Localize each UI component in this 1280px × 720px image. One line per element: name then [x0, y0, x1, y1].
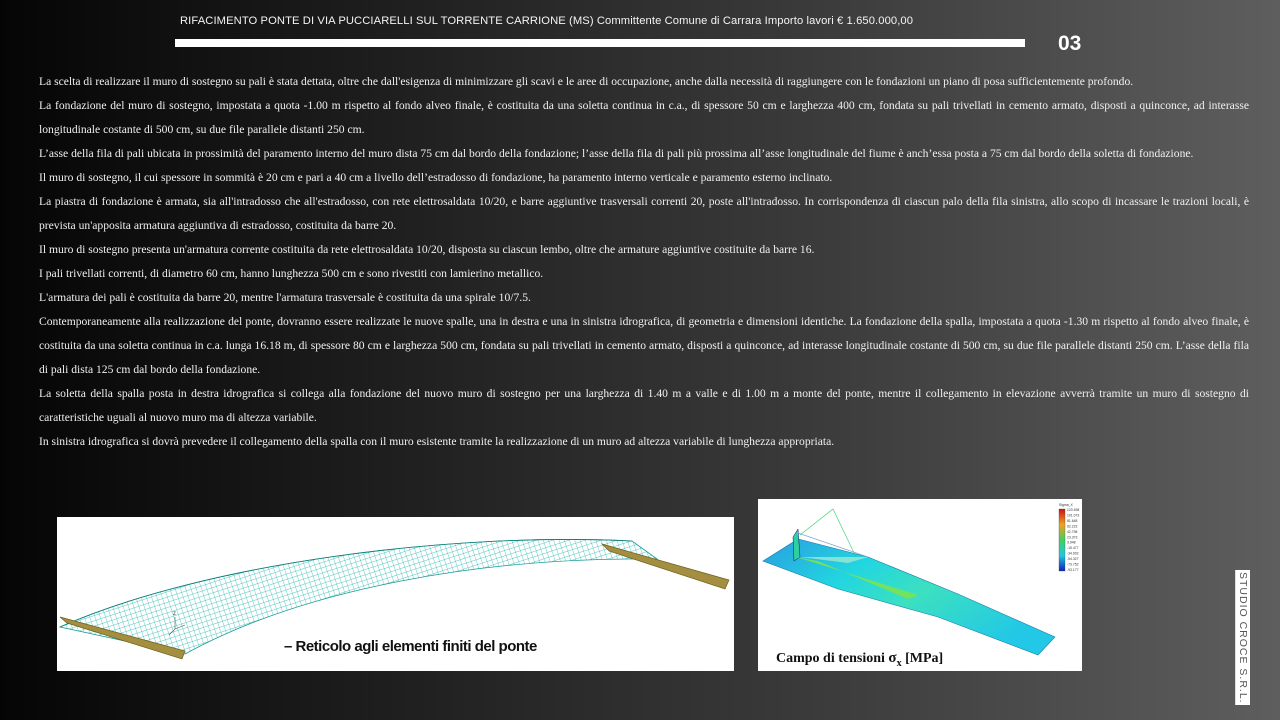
- paragraph-10: La soletta della spalla posta in destra idrografica si collega alla fondazione del nuovo muro di sostegno per una larghezza di 1.40 m a valle e di 1.00 m a monte del ponte, mentre il collegamento in elevazione avverrà tramite un muro di sostegno di caratteristiche uguali al nuovo muro ma di altezza variabile.: [39, 387, 1249, 424]
- paragraph-9: Contemporaneamente alla realizzazione del ponte, dovranno essere realizzate le nuove spalle, una in destra e una in sinistra idrografica, di geometria e dimensioni identiche. La fondazione della spalla, impostata a quota -1.30 m rispetto al fondo alveo finale, è costituita da una soletta continua in c.a. lunga 16.18 m, di spessore 80 cm e larghezza 500 cm, fondata su pali trivellati in cemento armato, disposti a quinconce, ad interasse longitudinale costante di 500 cm, su due file parallele distanti 250 cm. L’asse della fila di pali dista 125 cm dal bordo della fondazione.: [39, 315, 1249, 376]
- legend-tick-label: 101.073: [1067, 513, 1080, 518]
- legend-tick-label: -54.327: [1067, 557, 1079, 562]
- legend-tick-label: 3.948: [1067, 540, 1076, 545]
- stress-field-image: [758, 499, 1082, 671]
- legend-tick-label: -34.902: [1067, 551, 1079, 556]
- sigma-symbol: σ: [888, 650, 897, 666]
- studio-label: STUDIO CROCE S.R.L.: [1237, 572, 1249, 704]
- page-number: 03: [1058, 32, 1082, 55]
- paragraph-3: L’asse della fila di pali ubicata in prossimità del paramento interno del muro dista 75 cm dal bordo della fondazione; l’asse della fila di pali più prossima all’asse longitudinale del fiume è anch’essa posta a 75 cm dal bordo della soletta di fondazione.: [39, 147, 1194, 160]
- stress-field-figure: [758, 499, 1082, 671]
- legend-tick-label: 23.373: [1067, 535, 1078, 540]
- legend-tick-label: -73.752: [1067, 562, 1079, 567]
- fem-mesh-figure: [57, 517, 734, 671]
- svg-text:z: z: [173, 611, 176, 617]
- legend-tick-label: 120.498: [1067, 508, 1080, 512]
- document-title: RIFACIMENTO PONTE DI VIA PUCCIARELLI SUL TORRENTE CARRIONE (MS) Committente Comune di Carrara Importo lavori € 1.650.000,00: [180, 15, 914, 27]
- sigma-subscript: x: [896, 657, 902, 669]
- paragraph-11: In sinistra idrografica si dovrà prevedere il collegamento della spalla con il muro esistente tramite la realizzazione di un muro ad altezza variabile di lunghezza appropriata.: [39, 435, 835, 448]
- stress-caption: [776, 650, 943, 669]
- paragraph-7: I pali trivellati correnti, di diametro 60 cm, hanno lunghezza 500 cm e sono rivestiti con lamierino metallico.: [39, 267, 544, 280]
- legend-tick-label: -93.177: [1067, 568, 1079, 572]
- paragraph-6: Il muro di sostegno presenta un'armatura corrente costituita da rete elettrosaldata 10/20, disposta su ciascun lembo, oltre che armature aggiuntive costituite da barre 16.: [39, 243, 815, 256]
- paragraph-2: La fondazione del muro di sostegno, impostata a quota -1.00 m rispetto al fondo alveo finale, è costituita da una soletta continua in c.a., di spessore 50 cm e larghezza 400 cm, fondata su pali trivellati in cemento armato, disposti a quinconce, ad interasse longitudinale costante di 500 cm, su due file parallele distanti 250 cm.: [39, 99, 1249, 136]
- studio-sidebar: [1235, 570, 1250, 705]
- paragraph-5: La piastra di fondazione è armata, sia all'intradosso che all'estradosso, con rete elettrosaldata 10/20, e barre aggiuntive trasversali correnti 20, poste all'intradosso. In corrispondenza di ciascun palo della fila sinistra, allo scopo di incassare le trazioni locali, è prevista un'apposita armatura aggiuntiva di estradosso, costituita da barre 20.: [39, 195, 1249, 232]
- stress-caption-prefix: Campo di tensioni: [776, 651, 889, 666]
- legend-tick-label: 42.798: [1067, 529, 1078, 534]
- paragraph-4: Il muro di sostegno, il cui spessore in sommità è 20 cm e pari a 40 cm a livello dell’estradosso di fondazione, ha paramento interno verticale e paramento esterno inclinato.: [39, 171, 833, 184]
- legend-tick-label: -15.477: [1067, 546, 1079, 551]
- body-text: [39, 70, 1249, 454]
- mesh-caption: – Reticolo agli elementi finiti del ponte: [284, 638, 537, 655]
- legend-tick-label: 81.648: [1067, 518, 1078, 523]
- paragraph-1: La scelta di realizzare il muro di sostegno su pali è stata dettata, oltre che dall'esigenza di minimizzare gli scavi e le aree di occupazione, anche dalla necessità di raggiungere con le fondazioni un piano di posa sufficientemente profondo.: [39, 75, 1134, 88]
- stress-caption-suffix: [MPa]: [901, 651, 944, 666]
- paragraph-8: L'armatura dei pali è costituita da barre 20, mentre l'armatura trasversale è costituita da una spirale 10/7.5.: [39, 291, 531, 304]
- legend-tick-label: 62.223: [1067, 524, 1078, 529]
- header-rule: [175, 39, 1025, 47]
- svg-text:Sigma_X: Sigma_X: [1059, 503, 1073, 507]
